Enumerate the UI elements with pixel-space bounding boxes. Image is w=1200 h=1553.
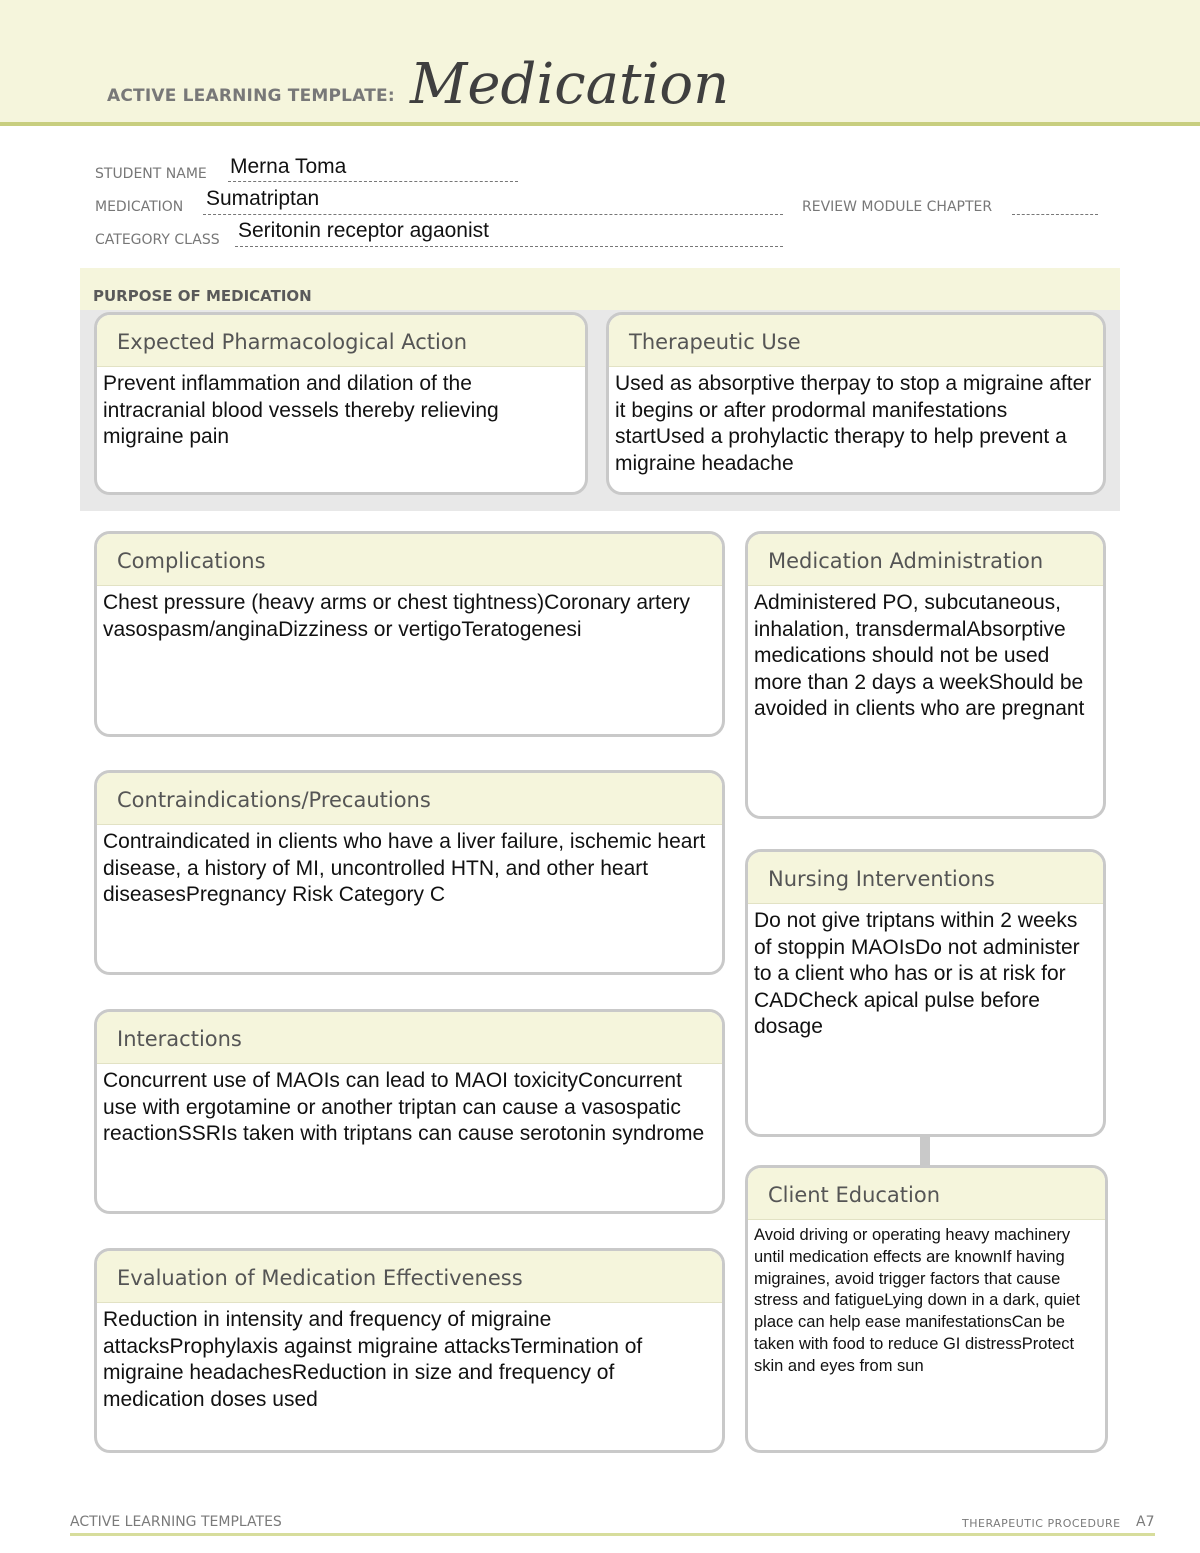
interactions-header — [97, 1012, 722, 1064]
complications-header — [97, 534, 722, 586]
evaluation-title: Evaluation of Medication Effectiveness — [117, 1266, 523, 1290]
complications-title: Complications — [117, 549, 266, 573]
administration-card — [745, 531, 1106, 819]
medication-label: MEDICATION — [95, 199, 184, 215]
administration-header — [748, 534, 1103, 586]
template-label: ACTIVE LEARNING TEMPLATE: — [107, 86, 395, 106]
administration-title: Medication Administration — [768, 549, 1044, 573]
header-band — [0, 0, 1200, 126]
evaluation-card — [94, 1248, 725, 1453]
administration-text[interactable]: Administered PO, subcutaneous, inhalation, transdermalAbsorptive medications should not be used more than 2 days a weekShould be avoided in clients who are pregnant — [754, 591, 1085, 720]
contraindications-text[interactable]: Contraindicated in clients who have a liver failure, ischemic heart disease, a history of MI, uncontrolled HTN, and other heart diseasesPregnancy Risk Category C — [103, 830, 706, 906]
interactions-title: Interactions — [117, 1027, 242, 1051]
expected-action-title: Expected Pharmacological Action — [117, 330, 468, 354]
footer-left-label: ACTIVE LEARNING TEMPLATES — [70, 1514, 282, 1530]
category-class-label: CATEGORY CLASS — [95, 232, 220, 248]
client-education-header — [748, 1168, 1105, 1220]
therapeutic-use-text[interactable]: Used as absorptive therpay to stop a migraine after it begins or after prodormal manifestations startUsed a prohylactic therapy to help prevent a migraine headache — [615, 372, 1092, 475]
nursing-interventions-text[interactable]: Do not give triptans within 2 weeks of stoppin MAOIsDo not administer to a client who has or is at risk for CADCheck apical pulse before dosage — [754, 909, 1080, 1038]
contraindications-title: Contraindications/Precautions — [117, 788, 431, 812]
complications-text[interactable]: Chest pressure (heavy arms or chest tightness)Coronary artery vasospasm/anginaDizziness or vertigoTeratogenesi — [103, 591, 691, 641]
expected-action-header — [97, 315, 585, 367]
purpose-label: PURPOSE OF MEDICATION — [93, 287, 312, 305]
page-title: Medication — [410, 52, 730, 117]
expected-action-card — [94, 312, 588, 495]
footer-rule — [70, 1533, 1155, 1536]
therapeutic-use-card — [606, 312, 1106, 495]
section-connector — [920, 1136, 930, 1166]
evaluation-text[interactable]: Reduction in intensity and frequency of migraine attacksProphylaxis against migraine attacksTermination of migraine headachesReduction in size and frequency of medication doses used — [103, 1308, 643, 1411]
review-module-label: REVIEW MODULE CHAPTER — [802, 199, 993, 215]
contraindications-header — [97, 773, 722, 825]
student-name-label: STUDENT NAME — [95, 166, 207, 182]
client-education-card — [745, 1165, 1108, 1453]
category-class-field[interactable]: Seritonin receptor agaonist — [238, 219, 489, 242]
category-class-line — [235, 246, 783, 247]
client-education-title: Client Education — [768, 1183, 941, 1207]
nursing-interventions-card — [745, 849, 1106, 1137]
interactions-card — [94, 1009, 725, 1214]
therapeutic-use-title: Therapeutic Use — [629, 330, 801, 354]
medication-line — [203, 214, 783, 215]
nursing-interventions-header — [748, 852, 1103, 904]
expected-action-text[interactable]: Prevent inflammation and dilation of the intracranial blood vessels thereby relieving migraine pain — [103, 372, 499, 448]
complications-card — [94, 531, 725, 737]
contraindications-card — [94, 770, 725, 975]
therapeutic-use-header — [609, 315, 1103, 367]
student-name-field[interactable]: Merna Toma — [230, 155, 347, 178]
review-module-field[interactable] — [1012, 214, 1098, 215]
student-name-line — [228, 181, 518, 182]
interactions-text[interactable]: Concurrent use of MAOIs can lead to MAOI toxicityConcurrent use with ergotamine or another triptan can cause a vasospatic reactionSSRIs taken with triptans can cause serotonin syndrome — [103, 1069, 705, 1145]
evaluation-header — [97, 1251, 722, 1303]
medication-field[interactable]: Sumatriptan — [206, 187, 320, 210]
footer-right-label: THERAPEUTIC PROCEDURE — [962, 1517, 1121, 1530]
client-education-text[interactable]: Avoid driving or operating heavy machinery until medication effects are knownIf having migraines, avoid trigger factors that cause stress and fatigueLying down in a dark, quiet place can help ease manifestationsCan be taken with food to reduce GI distressProtect skin and eyes from sun — [754, 1226, 1080, 1375]
nursing-interventions-title: Nursing Interventions — [768, 867, 995, 891]
page-number: A7 — [1136, 1514, 1155, 1530]
